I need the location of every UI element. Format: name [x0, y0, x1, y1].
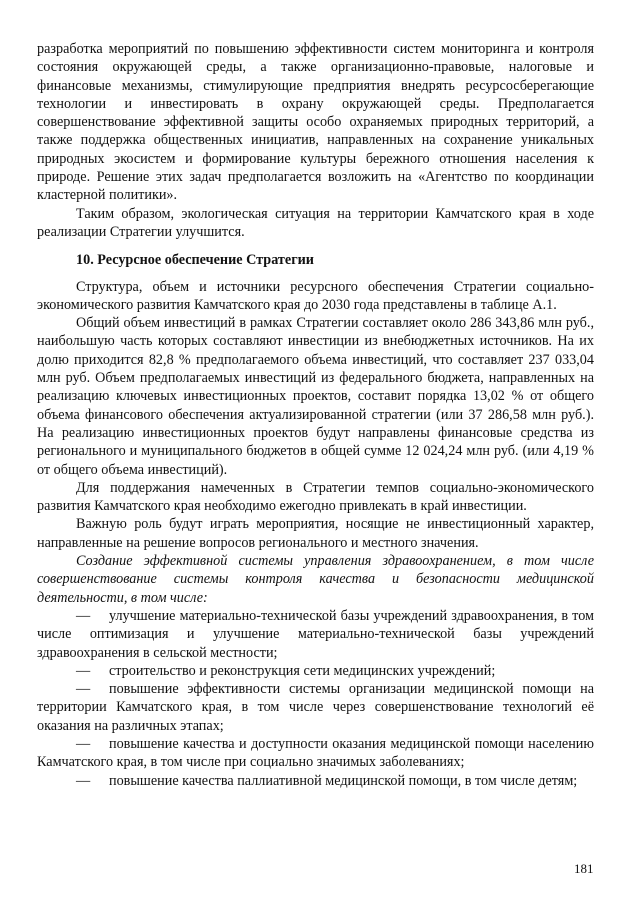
dash-marker: — — [76, 607, 91, 624]
list-item — [37, 662, 594, 680]
list-item-text: повышение эффективности системы организации медицинской помощи на территории Камчатского края, в том числе через совершенствование технологий её оказания на различных этапах; — [37, 681, 594, 734]
dash-marker: — — [76, 735, 91, 752]
list-item — [37, 607, 594, 662]
list-item-text: строительство и реконструкция сети медицинских учреждений; — [109, 662, 496, 679]
dash-marker: — — [76, 772, 91, 789]
list-item — [37, 772, 594, 790]
paragraph-non-investment: Важную роль будут играть мероприятия, носящие не инвестиционный характер, направленные на решение вопросов регионального и местного значения. — [37, 516, 594, 551]
page-number: 181 — [574, 861, 594, 876]
list-item-text: повышение качества и доступности оказания медицинской помощи населению Камчатского края, в том числе при социально значимых заболеваниях; — [37, 735, 594, 771]
paragraph-structure: Структура, объем и источники ресурсного обеспечения Стратегии социально-экономического развития Камчатского края до 2030 года представлены в таблице А.1. — [37, 278, 594, 313]
paragraph-conclusion: Таким образом, экологическая ситуация на территории Камчатского края в ходе реализации Стратегии улучшится. — [37, 205, 594, 240]
list-item-text: повышение качества паллиативной медицинской помощи, в том числе детям; — [109, 772, 578, 789]
list-item — [37, 735, 594, 772]
list-item — [37, 680, 594, 735]
dash-marker: — — [76, 662, 91, 679]
list-item-text: улучшение материально-технической базы учреждений здравоохранения, в том числе оптимизация и улучшение материально-технической базы учреждений здравоохранения в сельской местности; — [37, 607, 594, 661]
paragraph-support: Для поддержания намеченных в Стратегии темпов социально-экономического развития Камчатского края необходимо ежегодно привлекать в край инвестиции. — [37, 479, 594, 515]
paragraph-healthcare-italic: Создание эффективной системы управления здравоохранением, в том числе совершенствование системы контроля качества и безопасности медицинской деятельности, в том числе: — [37, 553, 594, 606]
paragraph-investments: Общий объем инвестиций в рамках Стратегии составляет около 286 343,86 млн руб., наибольшую часть которых составляют инвестиции из внебюджетных источников. На их долю приходится 82,8 % предполагаемого объема инвестиций, что составляет 237 033,04 млн руб. Объем предполагаемых инвестиций из федерального бюджета, направленных на реализацию ключевых инвестиционных проектов, составит порядка 13,02 % от общего объема финансового обеспечения актуализированной стратегии (или 37 286,58 млн руб.). На реализацию инвестиционных проектов будут направлены финансовые средства из регионального и муниципального бюджетов в общей сумме 12 024,24 млн руб. (или 4,19 % от общего объема инвестиций). — [37, 315, 594, 478]
paragraph-environment: разработка мероприятий по повышению эффективности систем мониторинга и контроля состояния окружающей среды, а также организационно-правовые, налоговые и финансовые механизмы, стимулирующие предприятия внедрять ресурсосберегающие технологии и инвестировать в охрану окружающей среды. Предполагается совершенствование эффективной защиты особо охраняемых природных территорий, а также поддержка общественных инициатив, направленных на сохранение уникальных природных экосистем и формирование культуры бережного отношения населения к природе. Решение этих задач предполагается возложить на «Агентство по координации кластерной политики». — [37, 41, 594, 204]
document-page — [37, 40, 594, 790]
dash-marker: — — [76, 681, 91, 698]
section-heading: 10. Ресурсное обеспечение Стратегии — [76, 252, 314, 269]
